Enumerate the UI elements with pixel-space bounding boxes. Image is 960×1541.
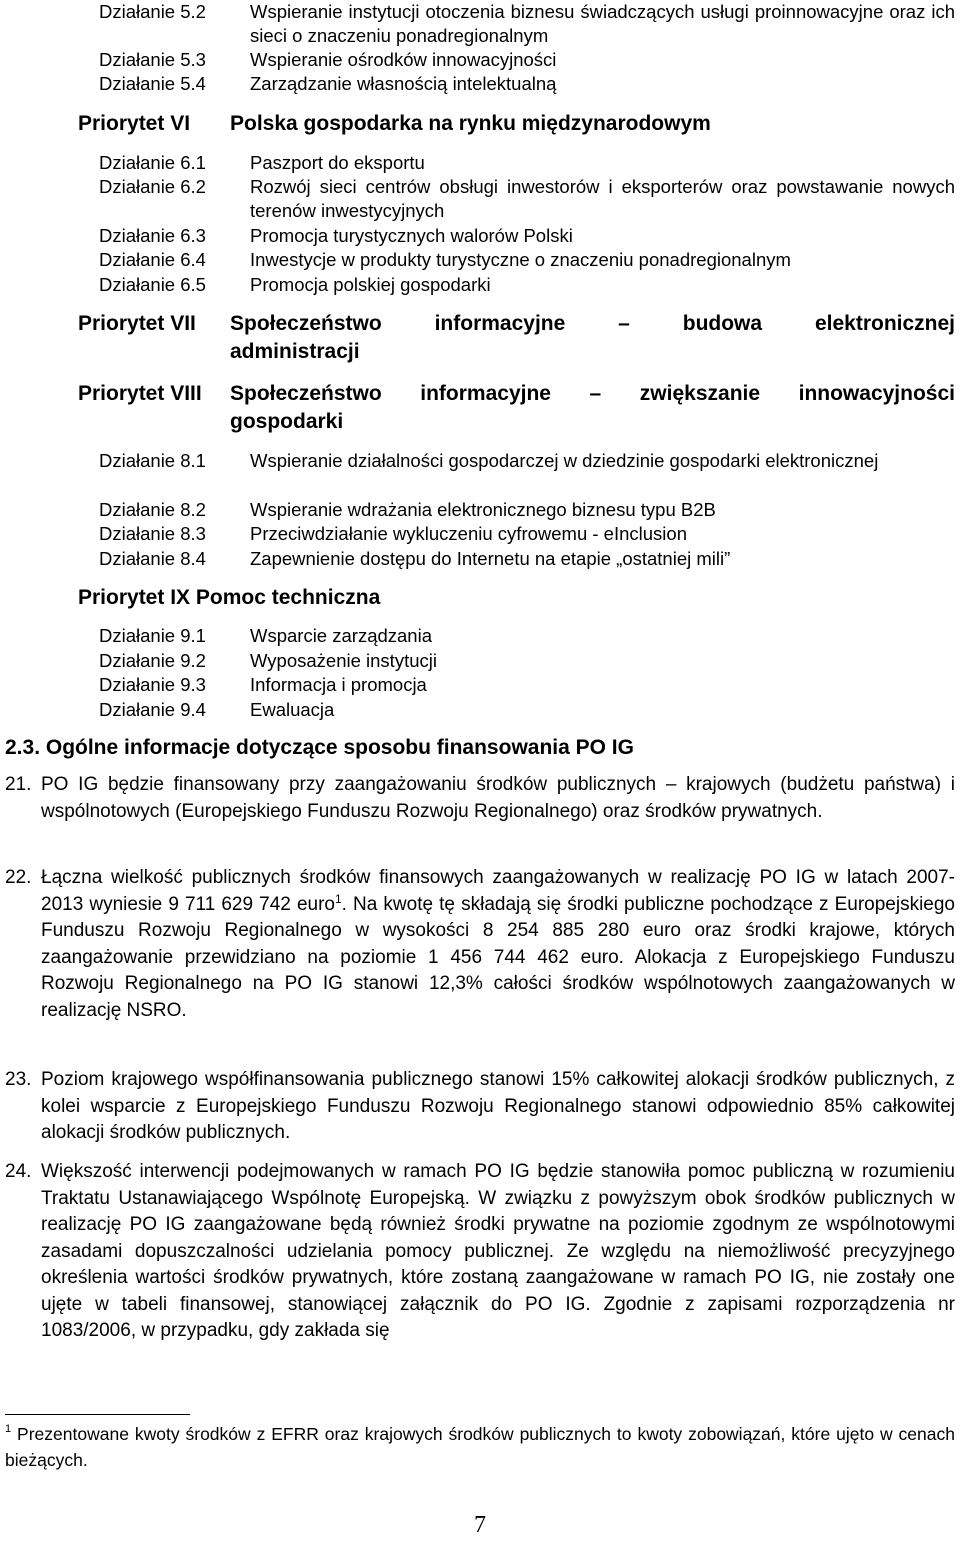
priority-heading bbox=[78, 584, 380, 612]
measure-text: Paszport do eksportu bbox=[250, 152, 425, 173]
priority-title: Pomoc techniczna bbox=[195, 586, 381, 609]
measure-label: Działanie 6.2 bbox=[99, 176, 206, 197]
measure-text: Wsparcie zarządzania bbox=[250, 625, 432, 646]
priority-title-line: gospodarki bbox=[230, 410, 344, 433]
priority-title: Polska gospodarka na rynku międzynarodowym bbox=[230, 112, 711, 135]
measure-text: Zapewnienie dostępu do Internetu na etapie „ostatniej mili” bbox=[250, 548, 731, 569]
paragraph-text-part: Łączna wielkość publicznych środków finansowych zaangażowanych w realizację PO IG w latach 2007-2013 wyniesie 9 711 629 742 euro bbox=[41, 867, 955, 915]
measure-text: Inwestycje w produkty turystyczne o znaczeniu ponadregionalnym bbox=[250, 249, 791, 270]
footnote-reference[interactable]: 1 bbox=[334, 891, 342, 906]
page-number: 7 bbox=[474, 1512, 486, 1538]
measure-text: Informacja i promocja bbox=[250, 674, 427, 695]
priority-label: Priorytet VIII bbox=[78, 382, 202, 405]
paragraph-number: 23. bbox=[5, 1069, 32, 1090]
footnote-separator bbox=[5, 1414, 190, 1415]
measure-label: Działanie 5.2 bbox=[99, 1, 206, 22]
paragraph-text: Większość interwencji podejmowanych w ramach PO IG będzie stanowiła pomoc publiczną w rozumieniu Traktatu Ustanawiającego Wspólnotę Europejską. W związku z powyższym obok środków publicznych w realizację PO IG zaangażowane będą również środki prywatne na poziomie zgodnym ze wspólnotowymi zasadami dopuszczalności udzielania pomocy publicznej. Ze względu na niemożliwość precyzyjnego określenia wartości środków prywatnych, które zostaną zaangażowane w ramach PO IG, nie zostały one ujęte w tabeli finansowej, stanowiącej załącznik do PO IG. Zgodnie z zapisami rozporządzenia nr 1083/2006, w przypadku, gdy zakłada się bbox=[41, 1161, 955, 1341]
paragraph-text: PO IG będzie finansowany przy zaangażowaniu środków publicznych – krajowych (budżetu państwa) i wspólnotowych (Europejskiego Funduszu Rozwoju Regionalnego) oraz środków prywatnych. bbox=[41, 774, 955, 822]
measure-label: Działanie 5.3 bbox=[99, 49, 206, 70]
priority-title bbox=[230, 310, 955, 366]
paragraph-text bbox=[41, 865, 955, 1024]
priority-label: Priorytet VII bbox=[78, 312, 196, 335]
footnote-mark: 1 bbox=[5, 1423, 12, 1435]
paragraph-number: 21. bbox=[5, 774, 32, 795]
priority-heading bbox=[78, 110, 711, 138]
measure-label: Działanie 8.3 bbox=[99, 523, 206, 544]
measure-text: Wspieranie działalności gospodarczej w dziedzinie gospodarki elektronicznej bbox=[250, 450, 879, 471]
measure-label: Działanie 9.2 bbox=[99, 650, 206, 671]
measure-text: Wyposażenie instytucji bbox=[250, 650, 437, 671]
measure-text: Rozwój sieci centrów obsługi inwestorów i eksporterów oraz powstawanie nowych terenów inwestycyjnych bbox=[250, 176, 955, 221]
measure-text: Wspieranie wdrażania elektronicznego biznesu typu B2B bbox=[250, 499, 716, 520]
priority-title-line: administracji bbox=[230, 340, 360, 363]
measure-label: Działanie 8.2 bbox=[99, 499, 206, 520]
measure-label: Działanie 6.3 bbox=[99, 225, 206, 246]
measure-text: Wspieranie instytucji otoczenia biznesu świadczących usługi proinnowacyjne oraz ich sieci o znaczeniu ponadregionalnym bbox=[250, 1, 955, 46]
measure-label: Działanie 6.5 bbox=[99, 274, 206, 295]
measure-text: Promocja turystycznych walorów Polski bbox=[250, 225, 573, 246]
measure-label: Działanie 9.1 bbox=[99, 625, 206, 646]
footnote bbox=[5, 1421, 955, 1473]
measure-label: Działanie 5.4 bbox=[99, 73, 206, 94]
paragraph-number: 22. bbox=[5, 867, 32, 888]
footnote-text: Prezentowane kwoty środków z EFRR oraz krajowych środków publicznych to kwoty zobowiązań, które ujęto w cenach bieżących. bbox=[5, 1424, 955, 1470]
measure-label: Działanie 9.4 bbox=[99, 699, 206, 720]
measure-text: Zarządzanie własnością intelektualną bbox=[250, 73, 557, 94]
priority-title-line: Społeczeństwo informacyjne – budowa elektronicznej bbox=[230, 312, 955, 335]
paragraph-number: 24. bbox=[5, 1161, 32, 1182]
priority-label: Priorytet IX bbox=[78, 586, 191, 609]
measure-label: Działanie 9.3 bbox=[99, 674, 206, 695]
measure-text: Ewaluacja bbox=[250, 699, 335, 720]
measure-text: Wspieranie ośrodków innowacyjności bbox=[250, 49, 557, 70]
paragraph-text: Poziom krajowego współfinansowania publicznego stanowi 15% całkowitej alokacji środków publicznych, z kolei wsparcie z Europejskiego Funduszu Rozwoju Regionalnego stanowi odpowiednio 85% całkowitej alokacji środków publicznych. bbox=[41, 1069, 955, 1143]
measure-text: Promocja polskiej gospodarki bbox=[250, 274, 491, 295]
priority-title bbox=[230, 380, 955, 436]
measure-label: Działanie 6.1 bbox=[99, 152, 206, 173]
measure-label: Działanie 8.4 bbox=[99, 548, 206, 569]
measure-label: Działanie 6.4 bbox=[99, 249, 206, 270]
priority-title-line: Społeczeństwo informacyjne – zwiększanie innowacyjności bbox=[230, 382, 955, 405]
measure-label: Działanie 8.1 bbox=[99, 450, 206, 471]
section-heading: 2.3. Ogólne informacje dotyczące sposobu finansowania PO IG bbox=[5, 736, 634, 759]
priority-label: Priorytet VI bbox=[78, 112, 191, 135]
paragraph-text-part: . Na kwotę tę składają się środki publiczne pochodzące z Europejskiego Funduszu Rozwoju Regionalnego w wysokości 8 254 885 280 euro oraz środki krajowe, których zaangażowanie przewidziano na poziomie 1 456 744 462 euro. Alokacja z Europejskiego Funduszu Rozwoju Regionalnego na PO IG stanowi 12,3% całości środków wspólnotowych zaangażowanych w realizację NSRO. bbox=[41, 893, 955, 1021]
measure-text: Przeciwdziałanie wykluczeniu cyfrowemu - eInclusion bbox=[250, 523, 687, 544]
